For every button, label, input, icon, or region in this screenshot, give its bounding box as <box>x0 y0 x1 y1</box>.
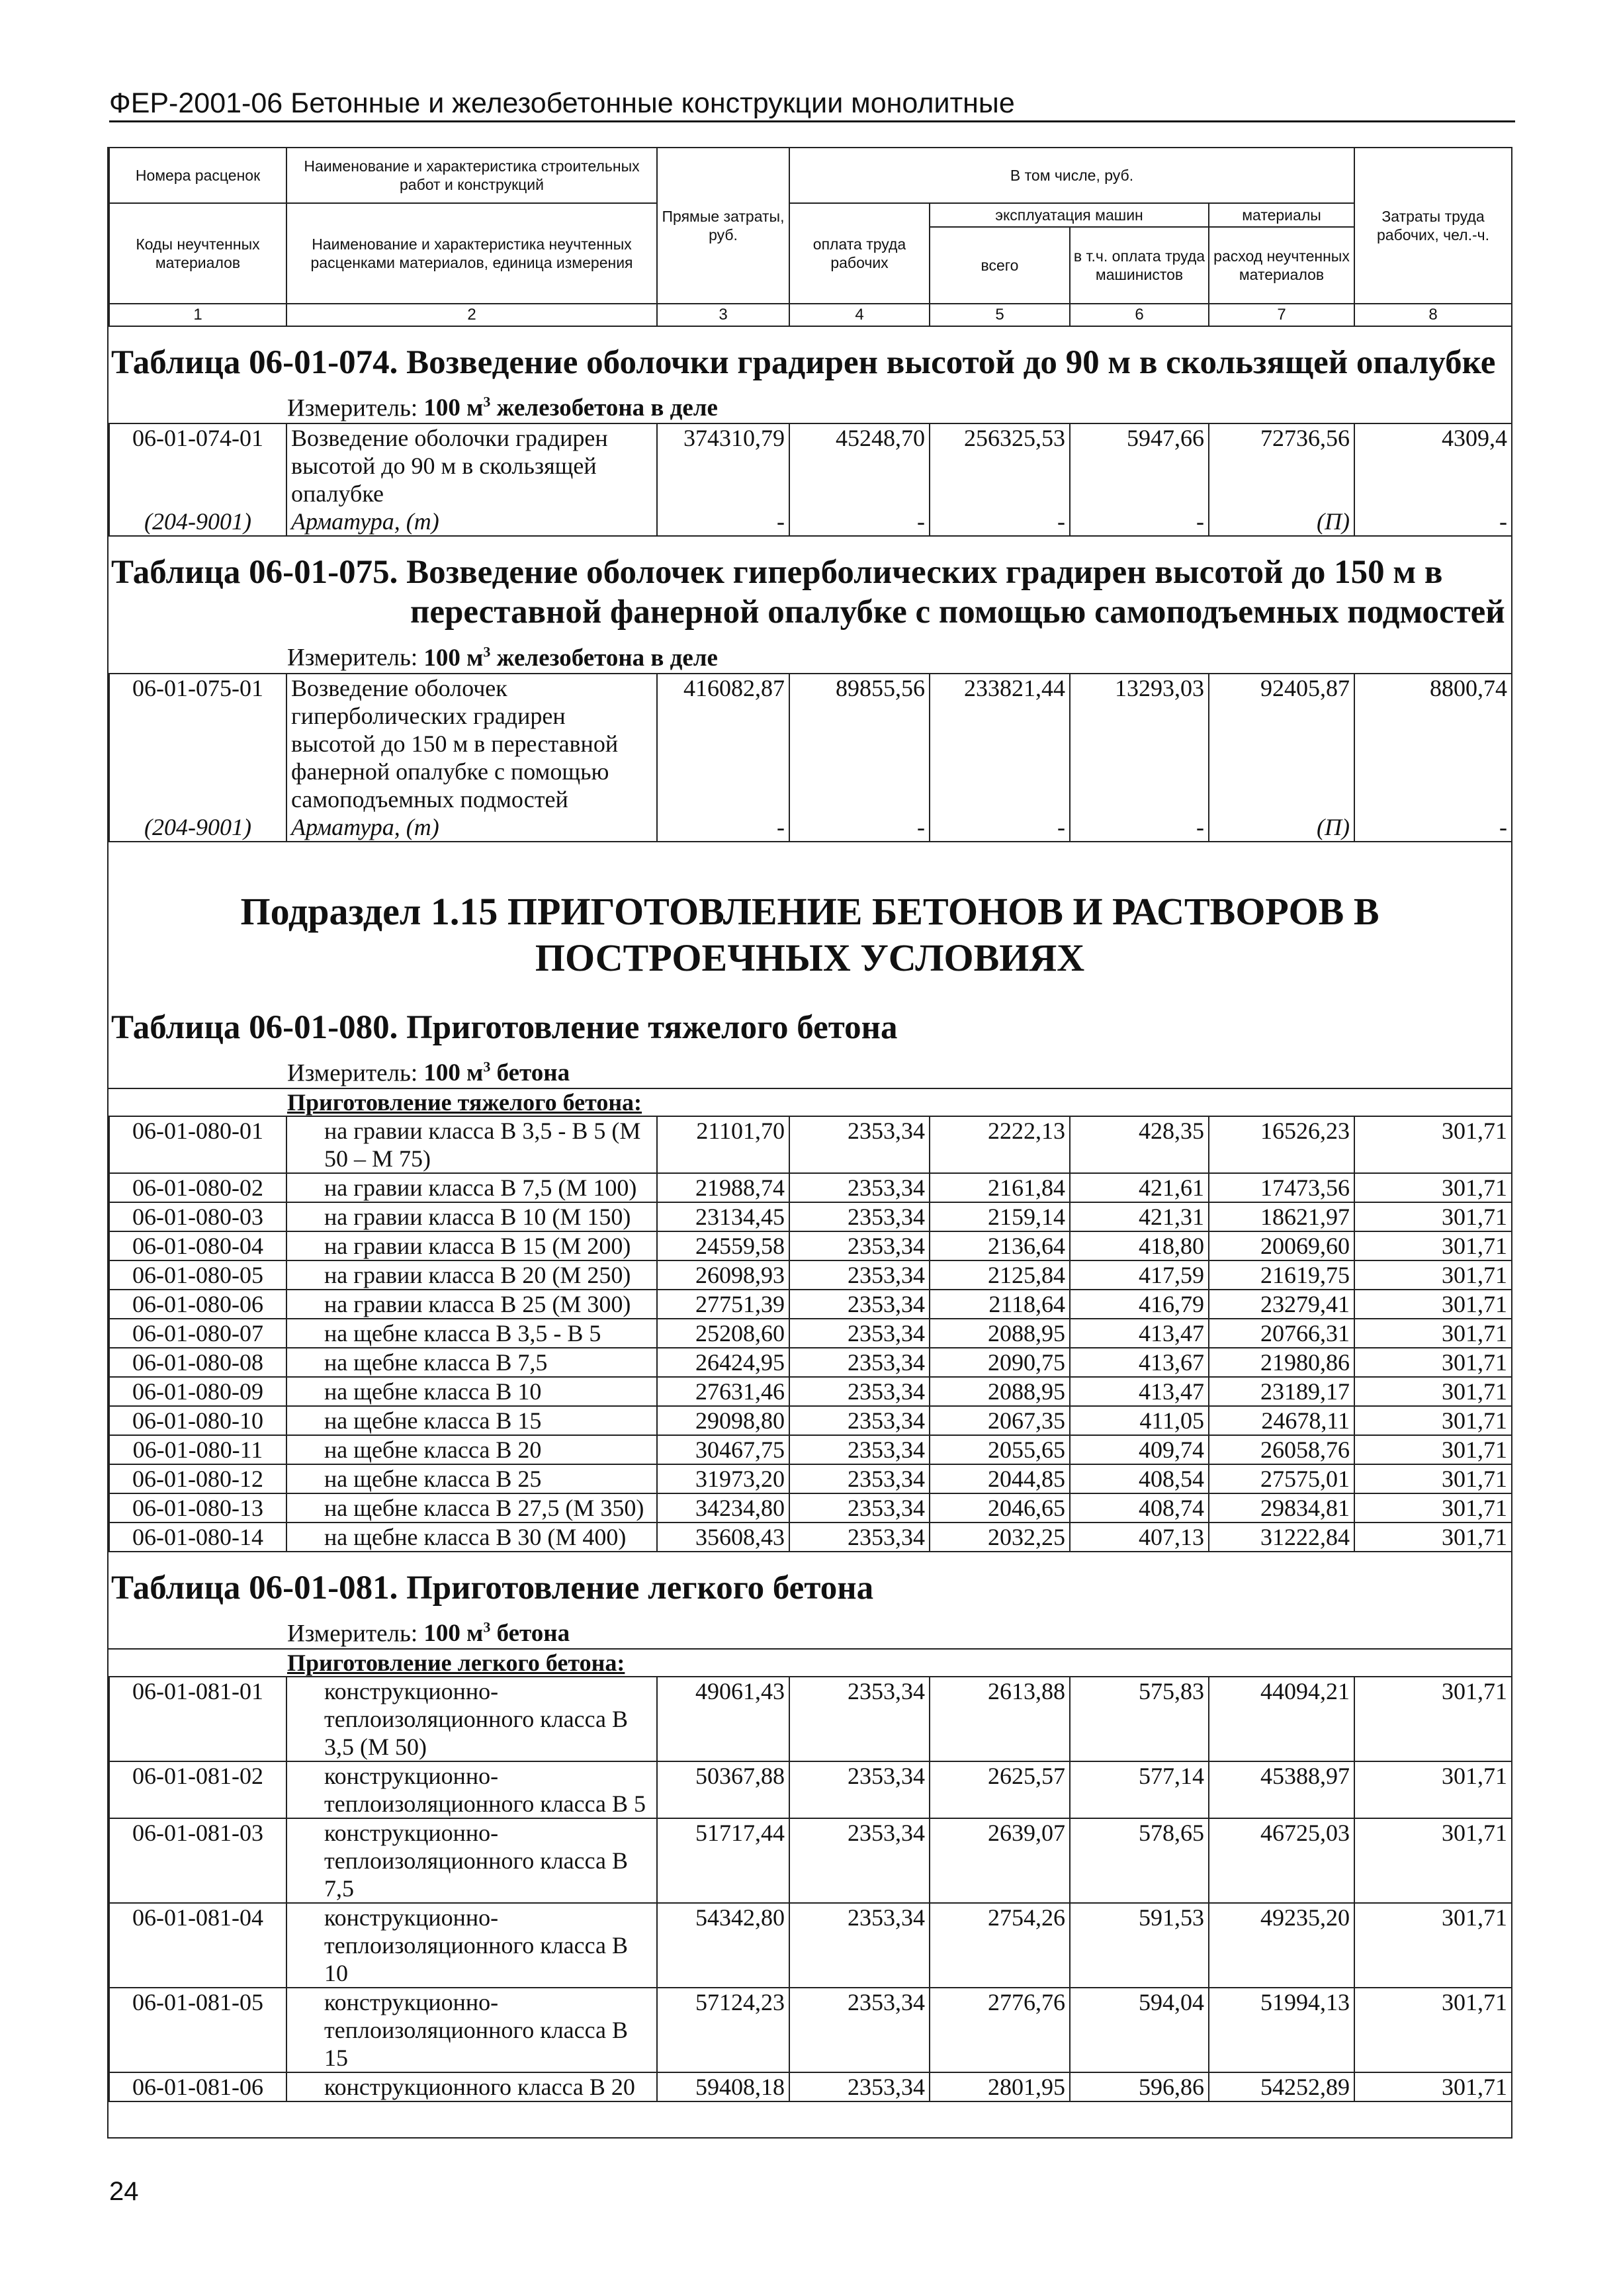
table-title: Таблица 06-01-075. Возведение оболочек гиперболических градирен высотой до 150 м в переставной фанерной опалубке с помощью самоподъемных подмостей <box>111 554 1505 631</box>
col-machines: эксплуатация машин <box>930 203 1209 227</box>
rate-name: на щебне класса В 3,5 - В 5 <box>286 1319 657 1348</box>
table-title: Таблица 06-01-080. Приготовление тяжелого бетона <box>111 1008 898 1046</box>
rate-value: 2353,34 <box>789 1348 930 1377</box>
rate-value: 2353,34 <box>789 1319 930 1348</box>
table-row <box>109 1116 1512 1173</box>
rate-value: 408,54 <box>1070 1464 1209 1493</box>
rate-value: 301,71 <box>1354 1988 1512 2072</box>
rate-value: 421,61 <box>1070 1173 1209 1202</box>
rate-value: 2032,25 <box>930 1523 1070 1552</box>
rate-code: 06-01-080-11 <box>109 1435 286 1464</box>
table-row <box>109 1493 1512 1523</box>
rate-value: 2067,35 <box>930 1406 1070 1435</box>
rate-value: 27631,46 <box>657 1377 789 1406</box>
rate-value: 408,74 <box>1070 1493 1209 1523</box>
rate-code: 06-01-080-12 <box>109 1464 286 1493</box>
rate-value: 16526,23 <box>1209 1116 1354 1173</box>
col-number: 7 <box>1209 304 1354 326</box>
rate-value: 2090,75 <box>930 1348 1070 1377</box>
rate-value: 2801,95 <box>930 2072 1070 2101</box>
rate-code: 06-01-080-13 <box>109 1493 286 1523</box>
rate-value: 407,13 <box>1070 1523 1209 1552</box>
rate-code: 06-01-081-06 <box>109 2072 286 2101</box>
table-row <box>109 1260 1512 1290</box>
rate-value: 35608,43 <box>657 1523 789 1552</box>
rate-value: 29834,81 <box>1209 1493 1354 1523</box>
rate-code: 06-01-081-04 <box>109 1903 286 1988</box>
rate-value: 2353,34 <box>789 1173 930 1202</box>
col-labor-costs: Затраты труда рабочих, чел.-ч. <box>1354 148 1512 304</box>
table-row <box>109 1231 1512 1260</box>
rate-name: на гравии класса В 20 (М 250) <box>286 1260 657 1290</box>
col-number: 1 <box>109 304 286 326</box>
rate-value: 26424,95 <box>657 1348 789 1377</box>
rate-value: 2044,85 <box>930 1464 1070 1493</box>
table-06-01-074 <box>109 327 1511 537</box>
rate-value: 27575,01 <box>1209 1464 1354 1493</box>
rate-value: 2754,26 <box>930 1903 1070 1988</box>
table-row: 06-01-075-01 Возведение оболочек гиперболических градирен высотой до 150 м в переставной фанерной опалубке с помощью самоподъемных подмостей 416082,87 89855,56 233821,44 13293,03 92405,87 8800,74 <box>109 674 1512 813</box>
col-number: 5 <box>930 304 1070 326</box>
rate-value: 21619,75 <box>1209 1260 1354 1290</box>
rate-code: 06-01-080-02 <box>109 1173 286 1202</box>
rate-value: 29098,80 <box>657 1406 789 1435</box>
rate-value: 21980,86 <box>1209 1348 1354 1377</box>
table-row <box>109 1290 1512 1319</box>
rate-value: 50367,88 <box>657 1761 789 1818</box>
rate-value: 25208,60 <box>657 1319 789 1348</box>
rate-name: конструкционно-теплоизоляционного класса В 7,5 <box>286 1818 657 1903</box>
rate-value: 301,71 <box>1354 1348 1512 1377</box>
table-meter: Измеритель: 100 $м^3$ бетона <box>287 1058 570 1086</box>
rate-value: 594,04 <box>1070 1988 1209 2072</box>
rate-value: 49061,43 <box>657 1677 789 1761</box>
rate-value: 301,71 <box>1354 1202 1512 1231</box>
col-work-name: Наименование и характеристика строительных работ и конструкций <box>286 148 657 203</box>
rate-code: 06-01-081-05 <box>109 1988 286 2072</box>
rate-value: 301,71 <box>1354 1493 1512 1523</box>
rate-value: 578,65 <box>1070 1818 1209 1903</box>
col-rates-no: Номера расценок <box>109 148 286 203</box>
rate-value: 21988,74 <box>657 1173 789 1202</box>
rate-value: 2088,95 <box>930 1319 1070 1348</box>
table-06-01-080 <box>109 1008 1511 1552</box>
table-row-material: (204-9001) Арматура, (т) - - - - (П) - <box>109 813 1512 842</box>
document-title: ФЕР-2001-06 Бетонные и железобетонные конструкции монолитные <box>109 87 1015 119</box>
col-machinist-pay: в т.ч. оплата труда машинистов <box>1070 227 1209 304</box>
rate-value: 2353,34 <box>789 2072 930 2101</box>
rate-value: 2055,65 <box>930 1435 1070 1464</box>
rate-value: 2639,07 <box>930 1818 1070 1903</box>
col-number: 3 <box>657 304 789 326</box>
rate-name: на гравии класса В 3,5 - В 5 (М 50 – М 75) <box>286 1116 657 1173</box>
rate-value: 409,74 <box>1070 1435 1209 1464</box>
col-number: 8 <box>1354 304 1512 326</box>
rate-value: 2353,34 <box>789 1116 930 1173</box>
table-row <box>109 1523 1512 1552</box>
rate-name: конструкционно-теплоизоляционного класса В 3,5 (М 50) <box>286 1677 657 1761</box>
rate-value: 30467,75 <box>657 1435 789 1464</box>
rate-value: 301,71 <box>1354 1761 1512 1818</box>
rate-value: 2353,34 <box>789 1523 930 1552</box>
rate-value: 301,71 <box>1354 1319 1512 1348</box>
table-row <box>109 1464 1512 1493</box>
table-row <box>109 1761 1512 1818</box>
rate-value: 2353,34 <box>789 1231 930 1260</box>
rate-name: на гравии класса В 7,5 (М 100) <box>286 1173 657 1202</box>
rate-value: 575,83 <box>1070 1677 1209 1761</box>
page-number: 24 <box>109 2177 139 2206</box>
table-meter: Измеритель: 100 $м^3$ железобетона в деле <box>287 394 718 422</box>
rate-value: 2125,84 <box>930 1260 1070 1290</box>
table-meter: Измеритель: 100 $м^3$ железобетона в деле <box>287 643 718 672</box>
rate-value: 301,71 <box>1354 2072 1512 2101</box>
rate-code: 06-01-081-01 <box>109 1677 286 1761</box>
rate-value: 417,59 <box>1070 1260 1209 1290</box>
table-title: Таблица 06-01-081. Приготовление легкого бетона <box>111 1569 874 1607</box>
rate-value: 26058,76 <box>1209 1435 1354 1464</box>
rate-value: 17473,56 <box>1209 1173 1354 1202</box>
col-material-name: Наименование и характеристика неучтенных расценками материалов, единица измерения <box>286 203 657 304</box>
col-labor-pay: оплата труда рабочих <box>789 203 930 304</box>
rate-value: 2353,34 <box>789 1202 930 1231</box>
rate-code: 06-01-080-14 <box>109 1523 286 1552</box>
table-row-material: (204-9001) Арматура, (т) - - - - (П) - <box>109 508 1512 536</box>
col-including: В том числе, руб. <box>789 148 1354 203</box>
rate-name: на щебне класса В 15 <box>286 1406 657 1435</box>
group-label: Приготовление легкого бетона: <box>109 1648 1511 1676</box>
rate-value: 51717,44 <box>657 1818 789 1903</box>
rate-value: 2625,57 <box>930 1761 1070 1818</box>
table-meter: Измеритель: 100 $м^3$ бетона <box>287 1618 570 1648</box>
rate-value: 301,71 <box>1354 1116 1512 1173</box>
rate-value: 54342,80 <box>657 1903 789 1988</box>
rate-value: 23134,45 <box>657 1202 789 1231</box>
data-table <box>109 1116 1512 1552</box>
rate-code: 06-01-080-07 <box>109 1319 286 1348</box>
table-row <box>109 1677 1512 1761</box>
table-row <box>109 1202 1512 1231</box>
rate-value: 301,71 <box>1354 1818 1512 1903</box>
rate-name: на щебне класса В 27,5 (М 350) <box>286 1493 657 1523</box>
column-header-table <box>109 147 1512 327</box>
rate-name: на щебне класса В 10 <box>286 1377 657 1406</box>
rate-value: 18621,97 <box>1209 1202 1354 1231</box>
rate-value: 2353,34 <box>789 1818 930 1903</box>
rate-value: 2353,34 <box>789 1290 930 1319</box>
rate-value: 413,47 <box>1070 1377 1209 1406</box>
rate-value: 301,71 <box>1354 1290 1512 1319</box>
rate-value: 21101,70 <box>657 1116 789 1173</box>
rate-value: 26098,93 <box>657 1260 789 1290</box>
subsection-line: ПОСТРОЕЧНЫХ УСЛОВИЯХ <box>535 936 1085 979</box>
rate-value: 57124,23 <box>657 1988 789 2072</box>
rate-name: на щебне класса В 20 <box>286 1435 657 1464</box>
rate-value: 411,05 <box>1070 1406 1209 1435</box>
table-row <box>109 1377 1512 1406</box>
table-06-01-075 <box>109 537 1511 842</box>
rate-value: 301,71 <box>1354 1173 1512 1202</box>
rate-value: 2613,88 <box>930 1677 1070 1761</box>
rate-code: 06-01-080-10 <box>109 1406 286 1435</box>
rate-value: 2088,95 <box>930 1377 1070 1406</box>
rate-code: 06-01-080-05 <box>109 1260 286 1290</box>
rate-value: 2118,64 <box>930 1290 1070 1319</box>
rate-value: 34234,80 <box>657 1493 789 1523</box>
rate-name: на гравии класса В 25 (М 300) <box>286 1290 657 1319</box>
table-row <box>109 2072 1512 2101</box>
rate-value: 2222,13 <box>930 1116 1070 1173</box>
col-materials-use: расход неучтенных материалов <box>1209 227 1354 304</box>
table-row <box>109 1988 1512 2072</box>
table-row <box>109 1319 1512 1348</box>
rate-name: на щебне класса В 25 <box>286 1464 657 1493</box>
rate-value: 596,86 <box>1070 2072 1209 2101</box>
rate-value: 421,31 <box>1070 1202 1209 1231</box>
table-row <box>109 1348 1512 1377</box>
rate-value: 2353,34 <box>789 1761 930 1818</box>
rate-value: 591,53 <box>1070 1903 1209 1988</box>
subsection-line: Подраздел 1.15 ПРИГОТОВЛЕНИЕ БЕТОНОВ И РАСТВОРОВ В <box>240 889 1379 933</box>
rate-name: на щебне класса В 30 (М 400) <box>286 1523 657 1552</box>
data-table <box>109 1676 1512 2102</box>
rate-value: 51994,13 <box>1209 1988 1354 2072</box>
rate-value: 2353,34 <box>789 1260 930 1290</box>
rate-value: 301,71 <box>1354 1523 1512 1552</box>
rate-value: 301,71 <box>1354 1464 1512 1493</box>
rate-value: 31973,20 <box>657 1464 789 1493</box>
rate-name: конструкционно-теплоизоляционного класса В 10 <box>286 1903 657 1988</box>
rate-value: 44094,21 <box>1209 1677 1354 1761</box>
col-direct-costs: Прямые затраты, руб. <box>657 148 789 304</box>
rate-code: 06-01-080-08 <box>109 1348 286 1377</box>
rate-value: 418,80 <box>1070 1231 1209 1260</box>
col-codes: Коды неучтенных материалов <box>109 203 286 304</box>
rate-value: 2353,34 <box>789 1903 930 1988</box>
rate-code: 06-01-080-09 <box>109 1377 286 1406</box>
rate-name: на гравии класса В 15 (М 200) <box>286 1231 657 1260</box>
rate-code: 06-01-080-04 <box>109 1231 286 1260</box>
rate-code: 06-01-080-06 <box>109 1290 286 1319</box>
data-table <box>109 423 1512 537</box>
table-row <box>109 1435 1512 1464</box>
rate-value: 45388,97 <box>1209 1761 1354 1818</box>
page-header <box>109 86 1515 122</box>
rate-value: 301,71 <box>1354 1435 1512 1464</box>
rate-value: 24678,11 <box>1209 1406 1354 1435</box>
col-number: 4 <box>789 304 930 326</box>
rate-value: 301,71 <box>1354 1903 1512 1988</box>
rate-value: 301,71 <box>1354 1406 1512 1435</box>
rate-value: 59408,18 <box>657 2072 789 2101</box>
rate-value: 46725,03 <box>1209 1818 1354 1903</box>
rate-value: 31222,84 <box>1209 1523 1354 1552</box>
rate-value: 2353,34 <box>789 1464 930 1493</box>
rate-value: 301,71 <box>1354 1377 1512 1406</box>
rate-value: 301,71 <box>1354 1677 1512 1761</box>
rate-value: 428,35 <box>1070 1116 1209 1173</box>
table-row <box>109 1406 1512 1435</box>
rate-value: 2136,64 <box>930 1231 1070 1260</box>
rate-value: 2046,65 <box>930 1493 1070 1523</box>
table-row: 06-01-074-01 Возведение оболочки градирен высотой до 90 м в скользящей опалубке 374310,79 45248,70 256325,53 5947,66 72736,56 4309,4 <box>109 423 1512 508</box>
rate-code: 06-01-081-02 <box>109 1761 286 1818</box>
rate-value: 416,79 <box>1070 1290 1209 1319</box>
rate-value: 301,71 <box>1354 1231 1512 1260</box>
rate-value: 23189,17 <box>1209 1377 1354 1406</box>
table-row <box>109 1903 1512 1988</box>
col-number: 2 <box>286 304 657 326</box>
rate-value: 2353,34 <box>789 1377 930 1406</box>
table-row <box>109 1173 1512 1202</box>
rate-value: 577,14 <box>1070 1761 1209 1818</box>
rate-value: 2353,34 <box>789 1677 930 1761</box>
rate-value: 54252,89 <box>1209 2072 1354 2101</box>
subsection-heading <box>109 842 1511 1008</box>
rate-value: 20766,31 <box>1209 1319 1354 1348</box>
group-label: Приготовление тяжелого бетона: <box>109 1088 1511 1116</box>
table-row <box>109 1818 1512 1903</box>
rate-value: 413,67 <box>1070 1348 1209 1377</box>
rate-name: конструкционно-теплоизоляционного класса В 15 <box>286 1988 657 2072</box>
data-table <box>109 673 1512 842</box>
col-machines-total: всего <box>930 227 1070 304</box>
rate-value: 413,47 <box>1070 1319 1209 1348</box>
rate-code: 06-01-081-03 <box>109 1818 286 1903</box>
rate-value: 2353,34 <box>789 1435 930 1464</box>
rate-value: 2353,34 <box>789 1406 930 1435</box>
table-06-01-081 <box>109 1552 1511 2102</box>
rate-name: на гравии класса В 10 (М 150) <box>286 1202 657 1231</box>
rate-value: 301,71 <box>1354 1260 1512 1290</box>
rate-value: 49235,20 <box>1209 1903 1354 1988</box>
rate-code: 06-01-080-03 <box>109 1202 286 1231</box>
col-materials: материалы <box>1209 203 1354 227</box>
rate-name: конструкционно-теплоизоляционного класса В 5 <box>286 1761 657 1818</box>
rate-code: 06-01-080-01 <box>109 1116 286 1173</box>
rate-value: 2159,14 <box>930 1202 1070 1231</box>
rate-value: 2161,84 <box>930 1173 1070 1202</box>
rate-value: 2353,34 <box>789 1988 930 2072</box>
rate-name: конструкционного класса В 20 <box>286 2072 657 2101</box>
rate-value: 20069,60 <box>1209 1231 1354 1260</box>
rate-value: 23279,41 <box>1209 1290 1354 1319</box>
document-frame <box>107 147 1512 2139</box>
col-number: 6 <box>1070 304 1209 326</box>
rate-value: 2353,34 <box>789 1493 930 1523</box>
rate-value: 2776,76 <box>930 1988 1070 2072</box>
rate-name: на щебне класса В 7,5 <box>286 1348 657 1377</box>
rate-value: 24559,58 <box>657 1231 789 1260</box>
rate-value: 27751,39 <box>657 1290 789 1319</box>
table-title: Таблица 06-01-074. Возведение оболочки градирен высотой до 90 м в скользящей опалубке <box>111 344 1496 381</box>
